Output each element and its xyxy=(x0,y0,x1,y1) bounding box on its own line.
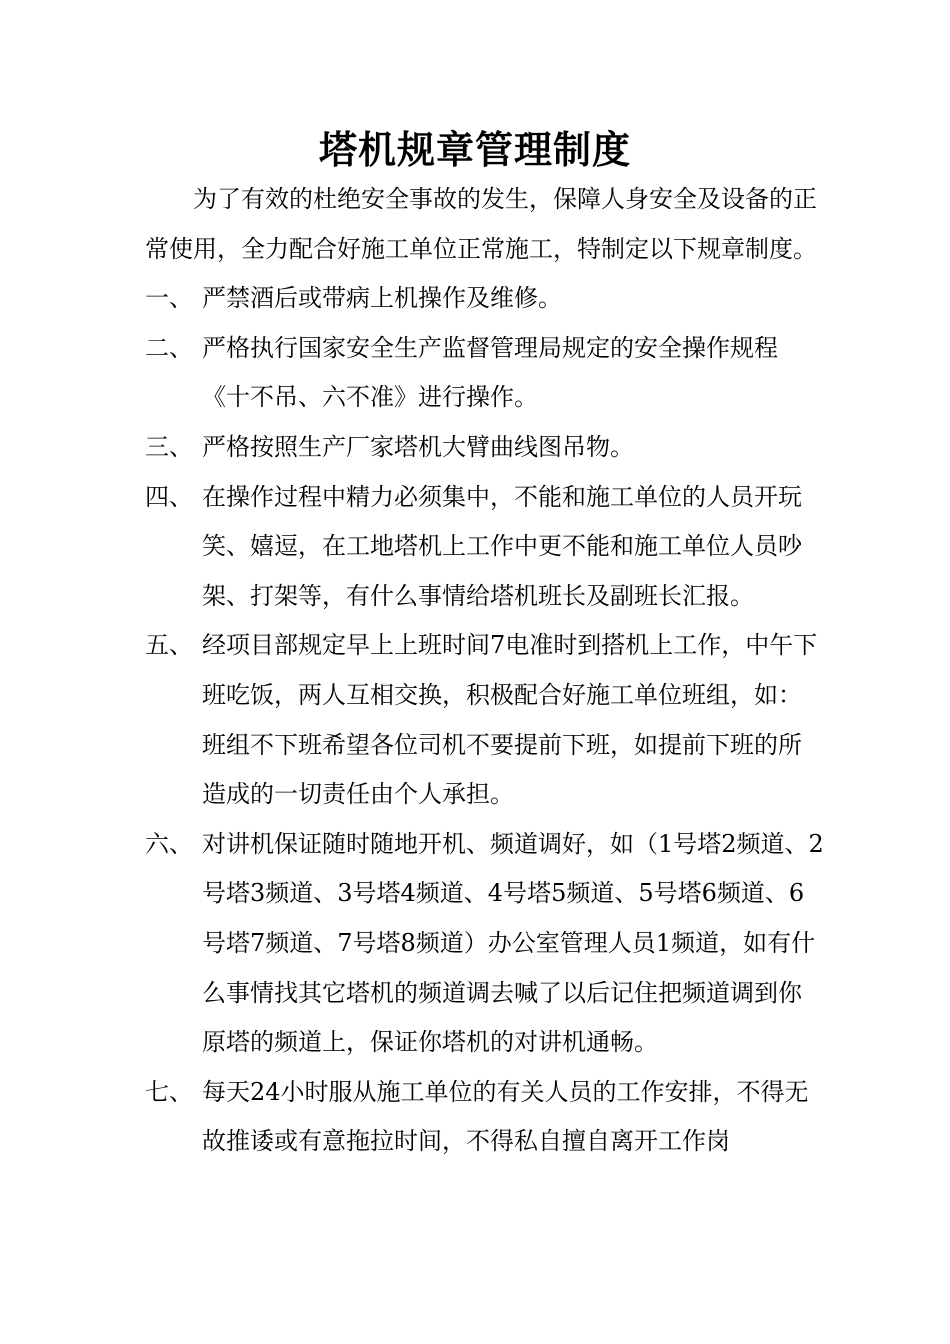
rule-item-5 xyxy=(145,621,825,819)
rule-text: 严禁酒后或带病上机操作及维修。 xyxy=(202,284,562,313)
rule-text: 经项目部规定早上上班时间7电准时到搭机上工作，中午下班吃饭，两人互相交换，积极配合好施工单位班组，如：班组不下班希望各位司机不要提前下班，如提前下班的所造成的一切责任由个人承担。 xyxy=(202,631,818,809)
rule-item-4 xyxy=(145,473,825,622)
rule-item-2 xyxy=(145,324,825,423)
rule-item-1 xyxy=(145,274,825,324)
rule-number: 七、 xyxy=(145,1077,193,1106)
rule-number: 三、 xyxy=(145,432,193,461)
rule-number: 二、 xyxy=(145,333,193,362)
rule-item-7 xyxy=(145,1068,825,1167)
rule-number: 六、 xyxy=(145,829,193,858)
rule-number: 五、 xyxy=(145,631,193,660)
document-title: 塔机规章管理制度 xyxy=(318,127,631,172)
rule-text: 严格按照生产厂家塔机大臂曲线图吊物。 xyxy=(202,432,634,461)
rule-text: 对讲机保证随时随地开机、频道调好，如（1号塔2频道、2号塔3频道、3号塔4频道、4号塔5频道、5号塔6频道、6号塔7频道、7号塔8频道）办公室管理人员1频道，如有什么事情找其它塔机的频道调去喊了以后记住把频道调到你原塔的频道上，保证你塔机的对讲机通畅。 xyxy=(202,829,824,1057)
rule-text: 严格执行国家安全生产监督管理局规定的安全操作规程《十不吊、六不准》进行操作。 xyxy=(202,333,778,412)
rule-number: 四、 xyxy=(145,482,193,511)
intro-paragraph: 为了有效的杜绝安全事故的发生，保障人身安全及设备的正常使用，全力配合好施工单位正常施工，特制定以下规章制度。 xyxy=(145,185,817,263)
document-body xyxy=(145,175,825,1167)
rule-text: 每天24小时服从施工单位的有关人员的工作安排，不得无故推诿或有意拖拉时间，不得私自擅自离开工作岗 xyxy=(202,1077,809,1156)
rule-item-6 xyxy=(145,820,825,1068)
rule-number: 一、 xyxy=(145,284,193,313)
rule-text: 在操作过程中精力必须集中，不能和施工单位的人员开玩笑、嬉逗，在工地塔机上工作中更不能和施工单位人员吵架、打架等，有什么事情给塔机班长及副班长汇报。 xyxy=(202,482,802,610)
rule-item-3 xyxy=(145,423,825,473)
